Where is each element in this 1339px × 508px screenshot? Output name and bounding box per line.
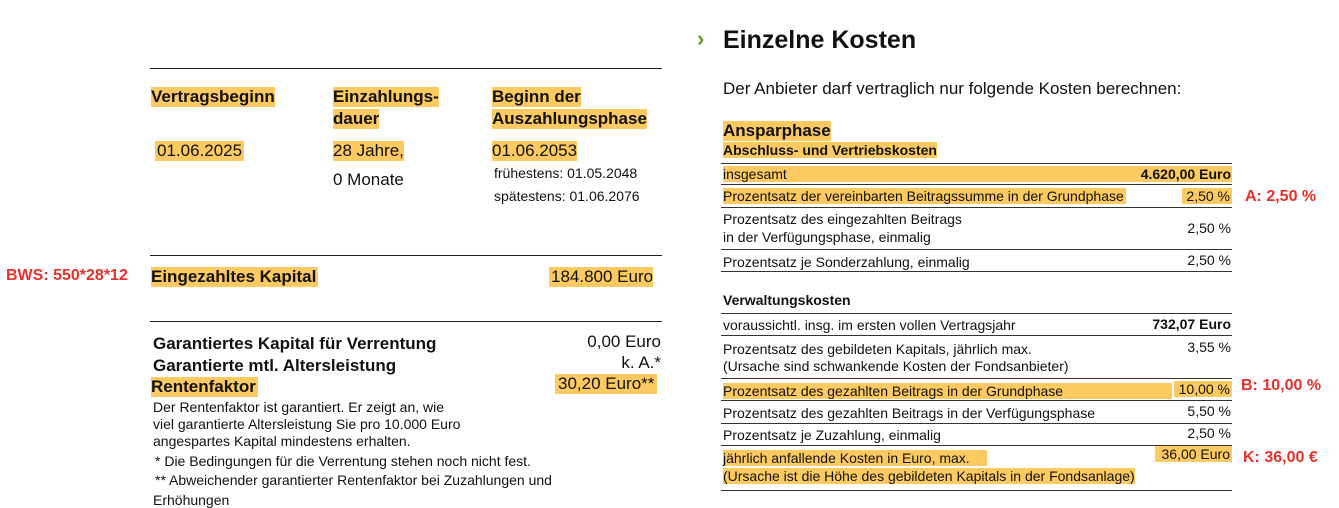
eingezahlt-label: Eingezahltes Kapital [151, 267, 317, 286]
value-spaetestens: spätestens: 01.06.2076 [494, 188, 640, 204]
row-divider [721, 423, 1232, 424]
header-vertragsbeginn: Vertragsbeginn [151, 87, 275, 106]
chevron-right-icon: › [697, 26, 705, 51]
row-beitragssumme-value: 2,50 % [1182, 188, 1232, 204]
section-title: Einzelne Kosten [723, 26, 917, 54]
row-divider [721, 378, 1232, 379]
footnote-1: * Die Bedingungen für die Verrentung stehen noch nicht fest. [155, 453, 531, 469]
row-insgesamt-label: insgesamt [723, 166, 1232, 182]
header-auszahlung-2: Auszahlungsphase [492, 109, 647, 128]
row-vertragsjahr-label: voraussichtl. insg. im ersten vollen Vertragsjahr [723, 317, 1016, 333]
row-divider [721, 490, 1232, 491]
row-divider [721, 400, 1232, 401]
row-vertragsjahr-value: 732,07 Euro [1152, 316, 1231, 332]
row-divider [721, 271, 1232, 272]
rentenfaktor-desc-1: Der Rentenfaktor ist garantiert. Er zeigt an, wie [153, 399, 445, 415]
row-verfuegung-label: Prozentsatz des gezahlten Beitrags in der Verfügungsphase [723, 405, 1096, 421]
rentenfaktor-label: Rentenfaktor [151, 377, 256, 396]
header-einzahlungsdauer-1: Einzahlungs- [333, 87, 439, 106]
row-divider [721, 184, 1232, 185]
rentenfaktor-desc-3: angespartes Kapital mindestens erhalten. [153, 433, 411, 449]
row-divider [721, 249, 1232, 250]
row-divider [721, 163, 1232, 164]
footnote-2: ** Abweichender garantierter Rentenfaktor bei Zuzahlungen und [155, 472, 552, 488]
value-dauer-1: 28 Jahre, [333, 141, 404, 160]
garantiert-rente-label: Garantierte mtl. Altersleistung [153, 356, 397, 375]
row-zuzahlung-value: 2,50 % [1187, 425, 1231, 441]
row-beitragssumme-label: Prozentsatz der vereinbarten Beitragssumme in der Grundphase [723, 188, 1124, 204]
row-kosten-euro-value: 36,00 Euro [1155, 446, 1232, 462]
verwaltung-heading: Verwaltungskosten [723, 292, 851, 308]
footnote-3: Erhöhungen [153, 492, 230, 508]
section-intro: Der Anbieter darf vertraglich nur folgende Kosten berechnen: [723, 79, 1182, 98]
row-eingezahlt-label-1: Prozentsatz des eingezahlten Beitrags [723, 211, 962, 227]
note-k: K: 36,00 € [1243, 449, 1318, 466]
top-rule [150, 68, 662, 69]
garantiert-kapital-value: 0,00 Euro [587, 332, 661, 351]
ansparphase-heading: Ansparphase [723, 121, 831, 140]
row-verfuegung-value: 5,50 % [1187, 403, 1231, 419]
value-dauer-2: 0 Monate [333, 170, 404, 189]
value-fruehestens: frühestens: 01.05.2048 [494, 165, 638, 181]
row-sonderzahlung-value: 2,50 % [1187, 252, 1231, 268]
row-divider [721, 207, 1232, 208]
eingezahlt-value: 184.800 Euro [551, 267, 654, 286]
value-vertragsbeginn: 01.06.2025 [157, 141, 243, 160]
row-divider [721, 335, 1232, 336]
value-auszahlung: 01.06.2053 [492, 141, 578, 160]
garantiert-rente-value: k. A.* [621, 353, 661, 372]
bws-note: BWS: 550*28*12 [6, 267, 128, 284]
rentenfaktor-value: 30,20 Euro** [555, 374, 657, 394]
row-eingezahlt-label-2: in der Verfügungsphase, einmalig [723, 229, 931, 245]
lower-rule [150, 321, 662, 322]
row-sonderzahlung-label: Prozentsatz je Sonderzahlung, einmalig [723, 254, 970, 270]
row-insgesamt-value: 4.620,00 Euro [1140, 166, 1231, 182]
note-b: B: 10,00 % [1241, 377, 1322, 394]
row-grundphase-value: 10,00 % [1174, 381, 1232, 397]
row-kapital-label-1: Prozentsatz des gebildeten Kapitals, jährlich max. [723, 341, 1032, 357]
abschluss-heading: Abschluss- und Vertriebskosten [723, 142, 937, 158]
row-zuzahlung-label: Prozentsatz je Zuzahlung, einmalig [723, 427, 941, 443]
row-kosten-euro-label-2: (Ursache ist die Höhe des gebildeten Kapitals in der Fondsanlage) [723, 468, 1135, 484]
row-divider [721, 313, 1232, 314]
rentenfaktor-desc-2: viel garantierte Altersleistung Sie pro 10.000 Euro [153, 416, 461, 432]
header-auszahlung-1: Beginn der [492, 87, 581, 106]
garantiert-kapital-label: Garantiertes Kapital für Verrentung [153, 334, 437, 353]
row-grundphase-label: Prozentsatz des gezahlten Beitrags in der Grundphase [723, 383, 1172, 399]
header-einzahlungsdauer-2: dauer [333, 109, 380, 128]
note-a: A: 2,50 % [1245, 188, 1317, 205]
row-eingezahlt-value: 2,50 % [1187, 220, 1231, 236]
row-kosten-euro-label-1: jährlich anfallende Kosten in Euro, max. [723, 450, 987, 466]
mid-rule [150, 255, 662, 256]
row-kapital-label-2: (Ursache sind schwankende Kosten der Fondsanbieter) [723, 358, 1069, 374]
row-kapital-value: 3,55 % [1187, 339, 1231, 355]
